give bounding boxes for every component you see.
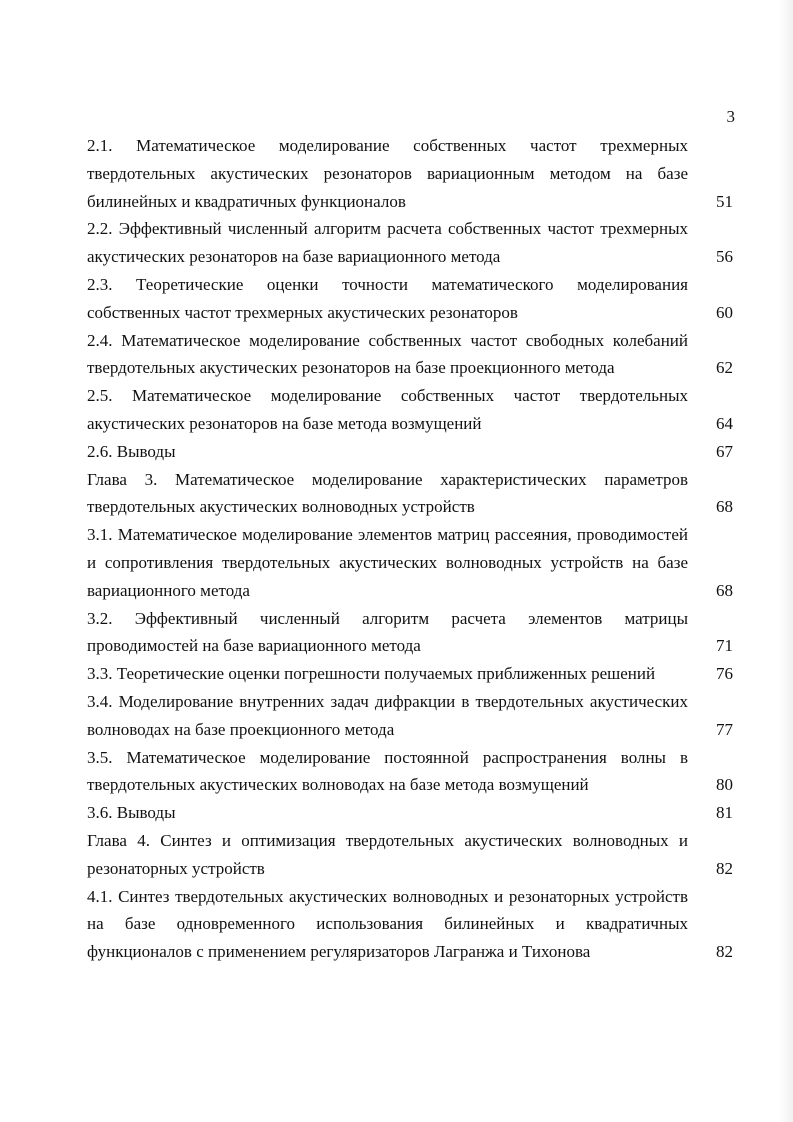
- toc-entry-text: 4.1. Синтез твердотельных акустических волноводных и резонаторных устройств на базе одновременного использования билинейных и квадратичных функционалов с применением регуляризаторов Лагранжа и Тихонова: [87, 886, 688, 962]
- table-of-contents: [87, 132, 733, 966]
- toc-entry-2-2: [87, 215, 733, 271]
- toc-entry-page: 76: [716, 664, 733, 684]
- scan-edge-shadow: [779, 0, 793, 1122]
- toc-entry-page: 71: [716, 636, 733, 656]
- toc-entry-3-4: [87, 688, 733, 744]
- toc-entry-page: 64: [716, 413, 733, 433]
- toc-entry-3-1: [87, 521, 733, 604]
- toc-entry-text: 2.6. Выводы: [87, 441, 176, 461]
- toc-entry-text: 3.2. Эффективный численный алгоритм расчета элементов матрицы проводимостей на базе вариационного метода: [87, 608, 688, 656]
- toc-entry-3-3: [87, 660, 733, 688]
- toc-entry-text: 3.5. Математическое моделирование постоянной распространения волны в твердотельных акустических волноводах на базе метода возмущений: [87, 747, 688, 795]
- page-number: 3: [726, 107, 735, 126]
- toc-entry-page: 82: [716, 858, 733, 878]
- toc-entry-text: 2.1. Математическое моделирование собственных частот трехмерных твердотельных акустических резонаторов вариационным методом на базе билинейных и квадратичных функционалов: [87, 136, 688, 211]
- toc-entry-page: 67: [716, 441, 733, 461]
- toc-entry-text: 2.3. Теоретические оценки точности математического моделирования собственных частот трехмерных акустических резонаторов: [87, 274, 688, 322]
- toc-entry-2-3: [87, 271, 733, 327]
- toc-entry-2-1: [87, 132, 733, 215]
- toc-entry-page: 51: [716, 191, 733, 211]
- toc-entry-text: Глава 3. Математическое моделирование характеристических параметров твердотельных акустических волноводных устройств: [87, 469, 688, 517]
- toc-entry-text: Глава 4. Синтез и оптимизация твердотельных акустических волноводных и резонаторных устройств: [87, 830, 688, 878]
- toc-entry-text: 2.4. Математическое моделирование собственных частот свободных колебаний твердотельных акустических резонаторов на базе проекционного метода: [87, 330, 688, 378]
- toc-entry-3-6: [87, 799, 733, 827]
- toc-entry-page: 56: [716, 247, 733, 267]
- toc-entry-text: 3.6. Выводы: [87, 803, 176, 823]
- toc-entry-2-4: [87, 327, 733, 383]
- toc-entry-page: 62: [716, 358, 733, 378]
- toc-entry-page: 68: [716, 497, 733, 517]
- toc-entry-page: 68: [716, 580, 733, 600]
- toc-entry-text: 3.4. Моделирование внутренних задач дифракции в твердотельных акустических волноводах на базе проекционного метода: [87, 691, 688, 739]
- toc-entry-3-2: [87, 605, 733, 661]
- toc-entry-page: 80: [716, 775, 733, 795]
- toc-entry-page: 77: [716, 719, 733, 739]
- toc-entry-page: 60: [716, 302, 733, 322]
- toc-entry-4-1: [87, 883, 733, 966]
- toc-entry-chapter-3: [87, 466, 733, 522]
- toc-entry-text: 2.2. Эффективный численный алгоритм расчета собственных частот трехмерных акустических резонаторов на базе вариационного метода: [87, 219, 688, 267]
- toc-entry-3-5: [87, 744, 733, 800]
- toc-entry-text: 3.1. Математическое моделирование элементов матриц рассеяния, проводимостей и сопротивления твердотельных акустических волноводных устройств на базе вариационного метода: [87, 525, 688, 600]
- toc-entry-2-5: [87, 382, 733, 438]
- toc-entry-2-6: [87, 438, 733, 466]
- toc-entry-text: 2.5. Математическое моделирование собственных частот твердотельных акустических резонаторов на базе метода возмущений: [87, 386, 688, 433]
- toc-entry-page: 81: [716, 803, 733, 823]
- toc-entry-chapter-4: [87, 827, 733, 883]
- toc-entry-text: 3.3. Теоретические оценки погрешности получаемых приближенных решений: [87, 664, 656, 684]
- toc-entry-page: 82: [716, 942, 733, 962]
